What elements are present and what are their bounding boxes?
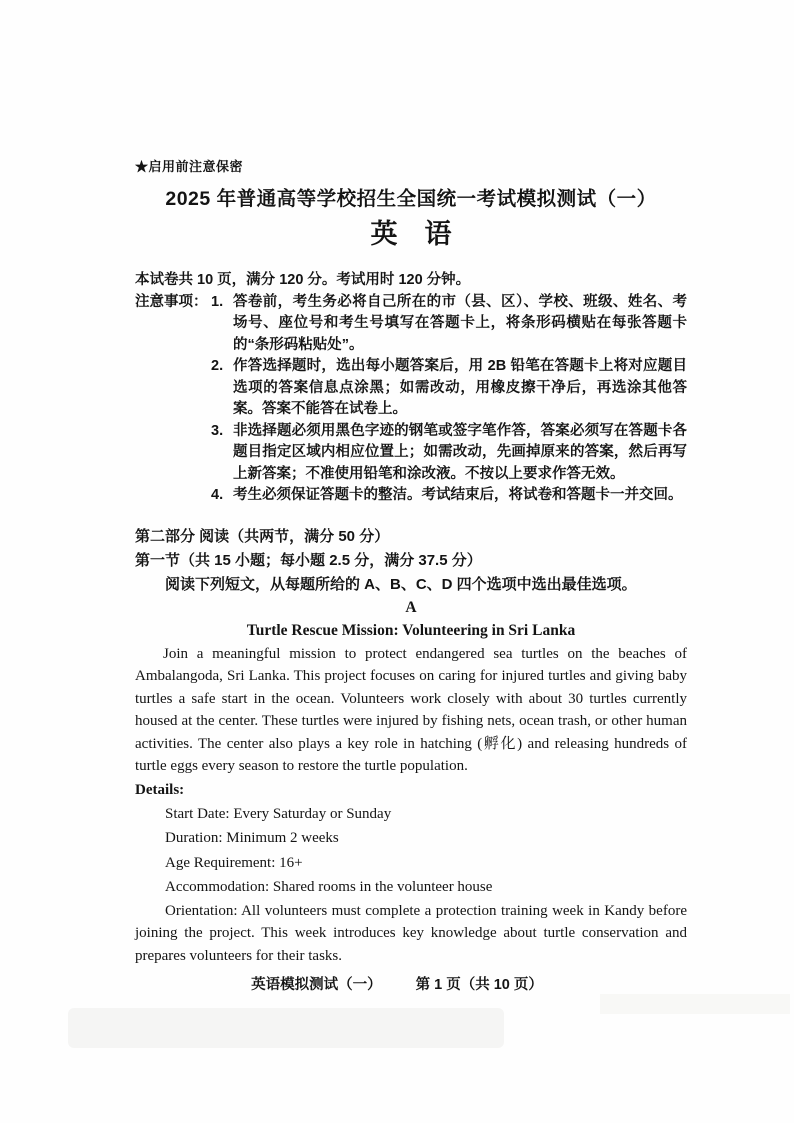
notes-section <box>135 292 687 507</box>
part-heading: 第二部分 阅读（共两节，满分 50 分） <box>135 527 390 545</box>
footer-page-label: 第 1 页（共 10 页） <box>415 977 543 993</box>
subject-title: 英 语 <box>370 219 452 249</box>
section-heading: 第一节（共 15 小题；每小题 2.5 分，满分 37.5 分） <box>135 551 482 569</box>
note-number: 2. <box>211 358 224 374</box>
detail-age-requirement: Age Requirement: 16+ <box>165 854 303 871</box>
paper-info: 本试卷共 10 页，满分 120 分。考试用时 120 分钟。 <box>135 272 471 288</box>
note-text: 非选择题必须用黑色字迹的钢笔或签字笔作答，答案必须写在答题卡各题目指定区域内相应位置上；如需改动，先画掉原来的答案，然后再写上新答案；不准使用铅笔和涂改液。不按以上要求作答无效。 <box>233 422 687 482</box>
note-text: 考生必须保证答题卡的整洁。考试结束后，将试卷和答题卡一并交回。 <box>233 487 683 503</box>
passage-title: Turtle Rescue Mission: Volunteering in Sri Lanka <box>246 621 576 639</box>
scan-smudge <box>68 1008 504 1048</box>
note-item-4 <box>211 485 687 507</box>
note-number: 1. <box>211 293 224 310</box>
security-notice: ★启用前注意保密 <box>135 159 244 174</box>
detail-start-date: Start Date: Every Saturday or Sunday <box>165 805 392 822</box>
details-label: Details: <box>135 781 185 798</box>
note-item-1 <box>211 292 687 357</box>
note-text: 作答选择题时，选出每小题答案后，用 2B 铅笔在答题卡上将对应题目选项的答案信息点涂黑；如需改动，用橡皮擦干净后，再选涂其他答案。答案不能答在试卷上。 <box>233 358 687 417</box>
notes-list <box>211 292 687 507</box>
section-instruction: 阅读下列短文，从每题所给的 A、B、C、D 四个选项中选出最佳选项。 <box>165 575 637 593</box>
exam-page <box>135 158 687 967</box>
page-footer <box>0 975 794 996</box>
passage-paragraph: Join a meaningful mission to protect endangered sea turtles on the beaches of Ambalangoda, Sri Lanka. This project focuses on caring for injured turtles and giving baby turtles a safe start in the ocean. Volunteers work closely with about 30 turtles currently housed at the center. These turtles were injured by fishing nets, ocean trash, or other human activities. The center also plays a key role in hatching (孵化) and releasing hundreds of turtle eggs every season to restore the turtle population. <box>135 645 687 774</box>
note-item-3 <box>211 421 687 486</box>
note-number: 4. <box>211 487 224 503</box>
note-item-2 <box>211 356 687 421</box>
notes-label: 注意事项： <box>135 293 208 310</box>
footer-doc-label: 英语模拟测试（一） <box>251 977 382 993</box>
scan-smudge <box>600 994 790 1014</box>
passage-label: A <box>405 598 417 616</box>
exam-title: 2025 年普通高等学校招生全国统一考试模拟测试（一） <box>165 188 657 210</box>
detail-accommodation: Accommodation: Shared rooms in the volunteer house <box>165 879 493 895</box>
note-number: 3. <box>211 422 224 439</box>
detail-duration: Duration: Minimum 2 weeks <box>165 830 339 846</box>
orientation-paragraph: Orientation: All volunteers must complete a protection training week in Kandy before joining the project. This week introduces key knowledge about turtle conservation and prepares volunteers for their tasks. <box>135 902 687 964</box>
note-text: 答卷前，考生务必将自己所在的市（县、区）、学校、班级、姓名、考场号、座位号和考生号填写在答题卡上，将条形码横贴在每张答题卡的“条形码粘贴处”。 <box>233 293 687 353</box>
